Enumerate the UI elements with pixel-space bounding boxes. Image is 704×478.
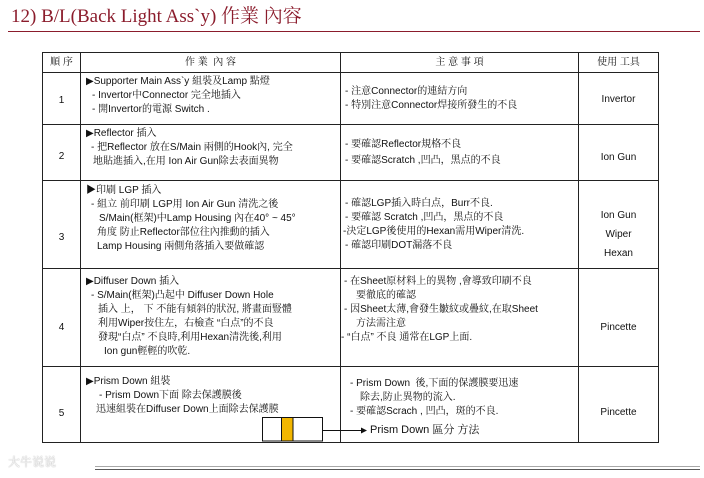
caution-note-line: - Prism Down 後,下面的保護膜要迅速 [350,378,519,389]
task-step-detail: - 把Reflector 放在S/Main 兩側的Hook內, 完全 [91,142,293,153]
tools-cell [579,125,659,181]
step-number: 5 [43,367,81,443]
tools-cell [579,367,659,443]
work-instruction-table [42,52,659,443]
header-tools: 使用 工具 [579,53,659,73]
work-content-cell [81,269,341,367]
work-content-cell [81,125,341,181]
task-step-detail: 插入 上， 下 不能有傾斜的狀況, 將畫面豎體 [98,304,292,315]
prism-marker-bar [282,418,294,442]
caution-note-line: -決定LGP後使用的Hexan需用Wiper清洗. [343,225,525,237]
task-step-heading: ▶Prism Down 組裝 [86,376,171,387]
caution-note-line: - 在Sheet原材料上的異物 ,會導致印刷不良 [344,276,532,287]
caution-note-line: - “白点” 不良 通常在LGP上面. [341,332,473,343]
tool-name: Invertor [601,94,636,105]
task-step-detail: Lamp Housing 兩側角落插入要做確認 [97,241,265,252]
footer-divider-shadow [95,469,700,470]
caution-note-line: - 確認印刷DOT漏落不良 [345,239,453,251]
task-step-detail: - Prism Down下面 除去保護膜後 [99,390,242,401]
tools-cell [579,269,659,367]
caution-note-line: - 要確認Reflector規格不良 [345,138,462,150]
step-number: 3 [43,181,81,269]
caution-notes-cell [341,73,579,125]
caution-note-line: - 注意Connector的連結方向 [345,85,468,97]
table-header-row [43,53,659,73]
caution-note-line: 要徹底的確認 [356,290,416,301]
tool-name: Pincette [600,322,637,333]
arrow-head-icon [361,428,367,434]
task-step-heading: ▶Reflector 插入 [86,128,157,139]
task-step-detail: - 開Invertor的電源 Switch . [92,104,210,115]
title-divider [8,31,700,32]
work-content-cell [81,181,341,269]
caution-notes-cell [341,181,579,269]
caution-notes-cell [341,125,579,181]
caution-notes-cell [341,269,579,367]
diagram-caption: Prism Down 區分 方法 [370,424,480,436]
task-step-detail: 地貼進插入,在用 Ion Air Gun除去表面異物 [93,156,279,167]
step-number: 2 [43,125,81,181]
task-step-detail: 發現“白点” 不良時,利用Hexan清洗後,利用 [98,332,282,343]
caution-note-line: - 確認LGP插入時白点，Burr不良. [345,197,493,209]
tool-name: Ion Gun [600,210,637,221]
step-number: 1 [43,73,81,125]
caution-note-line: 方法需注意 [356,318,406,329]
header-work-content: 作 業 內 容 [81,53,341,73]
task-step-detail: Ion gun輕輕的吹乾. [104,346,191,357]
table-row [43,73,659,125]
table-row [43,269,659,367]
caution-note-line: - 要確認Scrach , 凹凸，斑的不良. [350,406,499,417]
tools-cell [579,181,659,269]
task-step-detail: 角度 防止Reflector部位往內推動的插入 [97,227,270,238]
task-step-detail: 迅速組裝在Diffuser Down上面除去保護膜 [96,404,279,415]
footer-divider [95,466,700,467]
work-content-cell [81,73,341,125]
header-caution-notes: 主 意 事 項 [341,53,579,73]
table-row [43,125,659,181]
task-step-heading: ▶印刷 LGP 插入 [86,185,162,196]
prism-down-orientation-diagram [262,417,368,443]
caution-note-line: - 要確認Scratch ,凹凸，黑点的不良 [345,154,501,166]
table-row [43,181,659,269]
header-sequence: 順 序 [43,53,81,73]
task-step-heading: ▶Supporter Main Ass`y 組裝及Lamp 點燈 [86,76,270,87]
task-step-heading: ▶Diffuser Down 插入 [86,276,180,287]
tools-cell [579,73,659,125]
task-step-detail: - 組立 前印刷 LGP用 Ion Air Gun 清洗之後 [91,199,279,210]
caution-note-line: - 因Sheet太薄,會發生皺紋或疊紋,在取Sheet [344,304,538,315]
task-step-detail: S/Main(框架)中Lamp Housing 內在40° ~ 45° [99,213,296,224]
caution-note-line: - 要確認 Scratch ,凹凸，黑点的不良 [345,211,504,223]
task-step-detail: - Invertor中Connector 完全地插入 [92,90,241,101]
tool-name: Pincette [600,407,637,418]
step-number: 4 [43,269,81,367]
caution-note-line: 除去,防止異物的流入. [360,392,456,403]
task-step-detail: - S/Main(框架)凸起中 Diffuser Down Hole [91,290,274,301]
page-title: 12) B/L(Back Light Ass`y) 作業 內容 [11,6,302,27]
tool-name: Hexan [604,248,633,259]
tool-name: Ion Gun [600,151,637,163]
watermark: 大牛说说 [8,455,57,469]
tool-name: Wiper [605,229,632,240]
task-step-detail: 利用Wiper按住左，右檢查 “白点”的不良 [98,318,274,329]
caution-note-line: - 特別注意Connector焊接所發生的不良 [345,99,518,111]
